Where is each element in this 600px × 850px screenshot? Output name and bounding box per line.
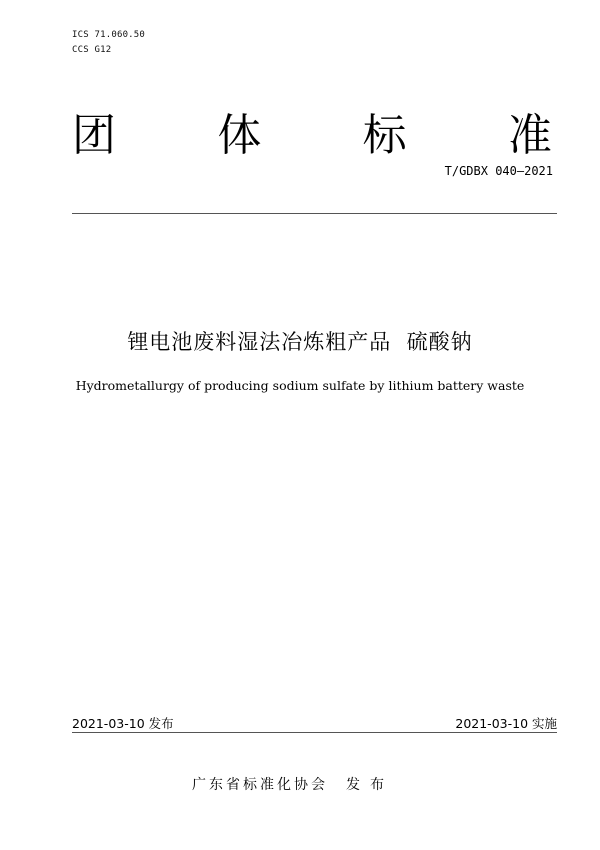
- title-char: 团: [72, 110, 116, 161]
- ccs-code: CCS G12: [72, 45, 112, 55]
- publish-date: 2021-03-10 发布: [72, 716, 174, 731]
- bottom-divider: [72, 732, 557, 733]
- publisher-line: [192, 774, 394, 794]
- top-divider: [72, 213, 557, 214]
- title-char: 准: [507, 110, 552, 161]
- english-standard-title: Hydrometallurgy of producing sodium sulfate by lithium battery waste: [75, 378, 525, 393]
- title-char: 标: [362, 110, 407, 161]
- implement-date: 2021-03-10 实施: [455, 716, 557, 731]
- publisher-name: 广东省标准化协会: [192, 777, 328, 793]
- chinese-standard-title: 锂电池废料湿法冶炼粗产品 硫酸钠: [127, 330, 473, 354]
- ics-code: ICS 71.060.50: [72, 30, 146, 40]
- publish-verb: 发布: [346, 777, 394, 793]
- title-char: 体: [217, 110, 262, 161]
- document-type-title: [72, 110, 552, 162]
- standard-number: T/GDBX 040—2021: [444, 164, 553, 178]
